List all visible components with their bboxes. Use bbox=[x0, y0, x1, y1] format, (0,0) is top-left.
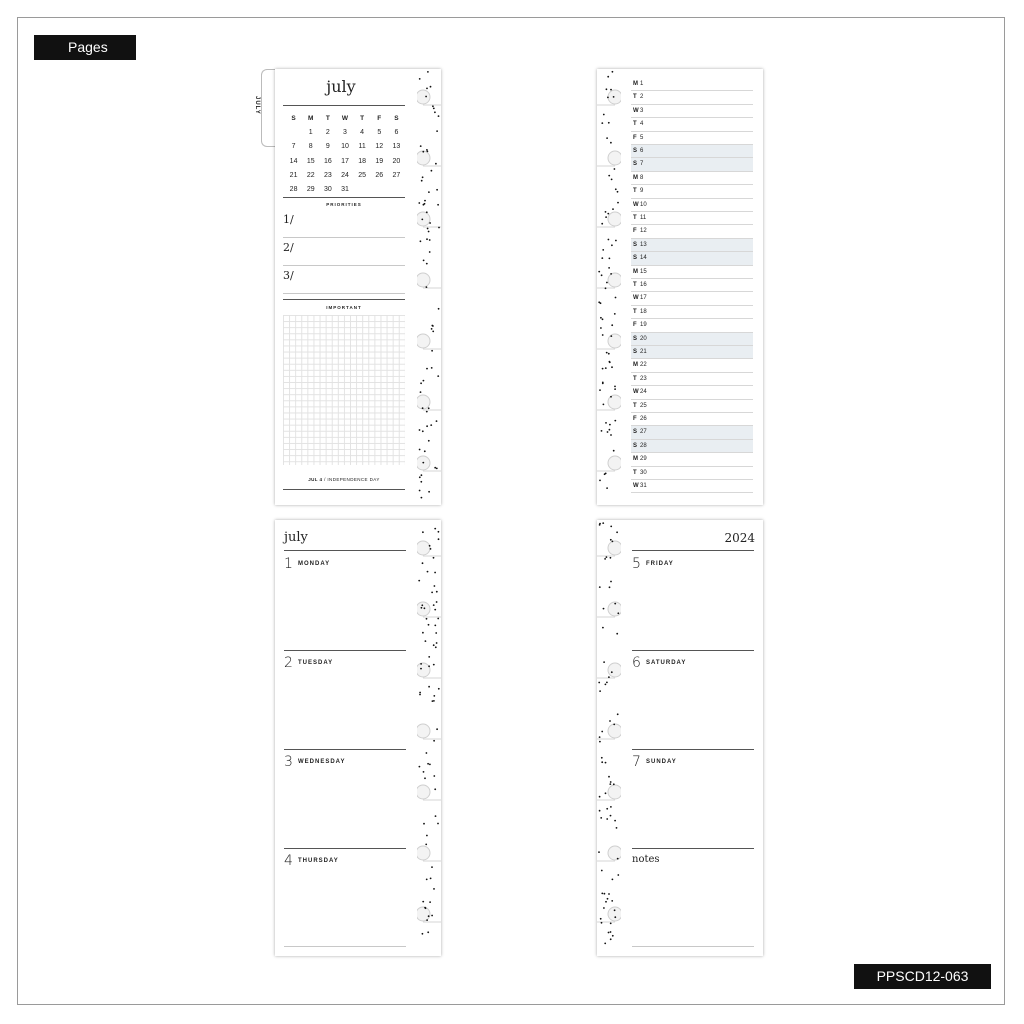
day-rule bbox=[632, 749, 754, 750]
pages-label: Pages bbox=[34, 35, 136, 60]
dot-disc-strip bbox=[597, 520, 621, 956]
day-rule bbox=[284, 848, 406, 849]
day-number: 19 bbox=[640, 322, 647, 329]
day-row bbox=[631, 453, 753, 466]
day-number: 17 bbox=[640, 295, 647, 302]
day-number: 7 bbox=[640, 161, 644, 168]
day-number: 4 bbox=[640, 121, 644, 128]
day-row bbox=[631, 467, 753, 480]
day-row bbox=[631, 252, 753, 265]
day-row bbox=[631, 359, 753, 372]
day-number: 11 bbox=[640, 215, 647, 221]
day-letter: M bbox=[633, 268, 638, 275]
day-number: 16 bbox=[640, 282, 647, 288]
day-letter: S bbox=[633, 429, 638, 436]
important-heading: IMPORTANT bbox=[326, 305, 362, 310]
title-rule bbox=[283, 105, 405, 106]
day-number: 27 bbox=[640, 429, 647, 436]
important-grid bbox=[283, 315, 405, 465]
title-rule bbox=[632, 550, 754, 551]
important-rule bbox=[283, 299, 405, 300]
day-number: 12 bbox=[640, 228, 647, 235]
day-letter: T bbox=[633, 188, 637, 195]
day-name: TUESDAY bbox=[298, 660, 334, 666]
day-number: 28 bbox=[640, 442, 647, 449]
day-number: 23 bbox=[640, 375, 647, 382]
dot-disc-strip bbox=[597, 69, 621, 505]
day-number: 2 bbox=[640, 94, 644, 101]
calendar-day: 21 bbox=[289, 171, 298, 179]
day-letter: T bbox=[633, 375, 637, 382]
calendar-day: 24 bbox=[341, 171, 349, 179]
day-number: 6 bbox=[632, 655, 641, 671]
notes-rule bbox=[632, 946, 754, 947]
day-letter: W bbox=[633, 107, 639, 114]
calendar-day bbox=[285, 125, 302, 139]
day-row bbox=[631, 105, 753, 118]
calendar-day: 6 bbox=[394, 128, 399, 136]
day-letter: F bbox=[633, 228, 637, 235]
priority-line bbox=[283, 293, 405, 294]
monthly-page bbox=[254, 69, 441, 505]
day-number: 2 bbox=[284, 655, 293, 671]
calendar-day: 31 bbox=[341, 186, 349, 194]
day-number: 6 bbox=[640, 148, 644, 154]
day-name: WEDNESDAY bbox=[298, 759, 346, 765]
day-row bbox=[631, 440, 753, 453]
day-number: 21 bbox=[640, 349, 647, 355]
day-number: 14 bbox=[640, 255, 647, 262]
day-row bbox=[631, 132, 753, 145]
bottom-rule bbox=[283, 489, 405, 490]
calendar-day: 22 bbox=[306, 171, 315, 179]
day-number: 1 bbox=[284, 556, 293, 572]
weekday-header: S bbox=[394, 114, 399, 122]
priorities-heading: PRIORITIES bbox=[326, 202, 362, 207]
day-row bbox=[631, 199, 753, 212]
day-letter: T bbox=[633, 402, 637, 409]
day-row bbox=[631, 373, 753, 386]
day-letter: S bbox=[633, 335, 638, 342]
day-row bbox=[631, 266, 753, 279]
day-row bbox=[631, 319, 753, 332]
calendar-day: 16 bbox=[323, 157, 332, 165]
weekly-right-page bbox=[597, 520, 763, 956]
calendar-week bbox=[285, 154, 405, 168]
day-row bbox=[631, 400, 753, 413]
weekday-header: F bbox=[377, 114, 382, 122]
priority-1: 1/ bbox=[283, 213, 294, 226]
calendar-day: 25 bbox=[358, 171, 367, 179]
month-tab-label: JULY bbox=[254, 96, 260, 115]
calendar-day: 4 bbox=[360, 128, 365, 136]
day-rule bbox=[284, 946, 406, 947]
calendar-day: 10 bbox=[341, 143, 349, 151]
day-row bbox=[631, 172, 753, 185]
day-letter: S bbox=[633, 241, 638, 248]
notes-label: notes bbox=[632, 854, 660, 865]
day-number: 3 bbox=[640, 107, 644, 114]
day-row bbox=[631, 118, 753, 131]
day-letter: F bbox=[633, 134, 637, 141]
calendar-day bbox=[388, 182, 405, 196]
day-row bbox=[631, 212, 753, 225]
day-row bbox=[631, 185, 753, 198]
day-letter: W bbox=[633, 483, 639, 489]
day-name: THURSDAY bbox=[298, 858, 339, 864]
calendar-day: 11 bbox=[358, 143, 366, 151]
day-number: 24 bbox=[640, 389, 647, 396]
day-letter: S bbox=[633, 349, 638, 355]
calendar-week bbox=[285, 182, 405, 196]
calendar-day: 20 bbox=[392, 157, 401, 165]
day-letter: T bbox=[633, 94, 637, 101]
day-row bbox=[631, 91, 753, 104]
day-letter: M bbox=[633, 174, 638, 181]
calendar-day: 27 bbox=[392, 171, 401, 179]
day-letter: W bbox=[633, 295, 639, 302]
weekly-left-page bbox=[275, 520, 441, 956]
day-name: MONDAY bbox=[298, 561, 331, 567]
calendar-day: 19 bbox=[375, 157, 384, 165]
weekday-header: T bbox=[325, 114, 330, 122]
day-letter: T bbox=[633, 121, 637, 128]
holiday-note bbox=[283, 477, 405, 482]
day-number: 5 bbox=[632, 556, 641, 572]
day-letter: T bbox=[633, 308, 637, 315]
daily-list-page bbox=[597, 69, 763, 505]
calendar-day: 30 bbox=[323, 186, 332, 194]
priority-line bbox=[283, 237, 405, 238]
day-number: 22 bbox=[640, 362, 647, 369]
day-row bbox=[631, 426, 753, 439]
day-number: 4 bbox=[284, 853, 293, 869]
day-letter: F bbox=[633, 322, 637, 329]
calendar-day: 9 bbox=[325, 143, 330, 151]
day-row bbox=[631, 413, 753, 426]
calendar-day: 3 bbox=[343, 128, 347, 136]
calendar-day: 18 bbox=[358, 157, 367, 165]
day-number: 18 bbox=[640, 308, 647, 315]
day-rule bbox=[284, 650, 406, 651]
day-row bbox=[631, 239, 753, 252]
calendar-day: 28 bbox=[289, 186, 298, 194]
day-letter: S bbox=[633, 442, 638, 449]
day-number: 8 bbox=[640, 174, 644, 181]
day-letter: T bbox=[633, 215, 637, 221]
day-number: 26 bbox=[640, 416, 647, 422]
day-number: 1 bbox=[640, 81, 644, 87]
calendar-day: 29 bbox=[306, 186, 315, 194]
day-number: 30 bbox=[640, 469, 647, 476]
day-number: 31 bbox=[640, 483, 647, 489]
day-letter: M bbox=[633, 81, 638, 87]
day-letter: T bbox=[633, 282, 637, 288]
product-code: PPSCD12-063 bbox=[854, 964, 991, 989]
day-row bbox=[631, 292, 753, 305]
priority-2: 2/ bbox=[283, 241, 294, 254]
calendar-week bbox=[285, 140, 405, 154]
day-rule bbox=[632, 650, 754, 651]
calendar-week bbox=[285, 125, 405, 139]
day-row bbox=[631, 480, 753, 493]
week-month-title: july bbox=[284, 530, 308, 545]
day-row bbox=[631, 78, 753, 91]
day-number: 15 bbox=[640, 268, 647, 275]
day-row bbox=[631, 225, 753, 238]
dot-disc-strip bbox=[417, 520, 441, 956]
holiday-date: JUL 4 bbox=[308, 477, 323, 482]
day-row bbox=[631, 158, 753, 171]
day-letter: W bbox=[633, 389, 639, 396]
day-letter: S bbox=[633, 255, 638, 262]
calendar-day bbox=[354, 182, 371, 196]
calendar-day: 23 bbox=[323, 171, 332, 179]
day-name: FRIDAY bbox=[646, 561, 674, 567]
weekday-header: W bbox=[341, 114, 349, 122]
year-label: 2024 bbox=[724, 531, 755, 545]
day-letter: M bbox=[633, 456, 638, 463]
day-number: 20 bbox=[640, 335, 647, 342]
calendar-day: 2 bbox=[325, 128, 330, 136]
day-row bbox=[631, 145, 753, 158]
day-row bbox=[631, 386, 753, 399]
day-number: 29 bbox=[640, 456, 647, 463]
month-title: july bbox=[326, 77, 356, 96]
calendar-day: 15 bbox=[306, 157, 315, 165]
day-letter: S bbox=[633, 148, 638, 154]
notes-top-rule bbox=[632, 848, 754, 849]
day-rule bbox=[284, 749, 406, 750]
priorities-rule bbox=[283, 197, 405, 198]
day-number: 5 bbox=[640, 134, 644, 141]
calendar-day: 12 bbox=[375, 143, 384, 151]
calendar-day bbox=[371, 182, 388, 196]
day-row bbox=[631, 346, 753, 359]
day-row bbox=[631, 333, 753, 346]
calendar-day: 17 bbox=[341, 157, 349, 165]
day-name: SUNDAY bbox=[646, 759, 677, 765]
day-number: 9 bbox=[640, 188, 644, 195]
day-number: 25 bbox=[640, 402, 647, 409]
calendar-day: 8 bbox=[308, 143, 313, 151]
month-calendar bbox=[285, 111, 405, 197]
weekday-header: M bbox=[308, 114, 314, 122]
day-letter: S bbox=[633, 161, 638, 168]
day-name: SATURDAY bbox=[646, 660, 687, 666]
day-letter: W bbox=[633, 201, 639, 208]
calendar-week bbox=[285, 168, 405, 182]
day-number: 10 bbox=[640, 201, 647, 208]
day-number: 3 bbox=[284, 754, 293, 770]
holiday-name: / INDEPENDENCE DAY bbox=[324, 477, 380, 482]
title-rule bbox=[284, 550, 406, 551]
priority-3: 3/ bbox=[283, 269, 294, 282]
day-letter: T bbox=[633, 469, 637, 476]
day-row bbox=[631, 279, 753, 292]
weekday-header: T bbox=[360, 114, 365, 122]
weekday-header: S bbox=[291, 114, 296, 122]
day-number: 13 bbox=[640, 241, 647, 248]
calendar-day: 26 bbox=[375, 171, 384, 179]
priority-line bbox=[283, 265, 405, 266]
calendar-day: 5 bbox=[377, 128, 382, 136]
calendar-day: 13 bbox=[392, 143, 401, 151]
day-number: 7 bbox=[632, 754, 641, 770]
calendar-day: 14 bbox=[289, 157, 298, 165]
day-row bbox=[631, 306, 753, 319]
calendar-day: 1 bbox=[308, 128, 313, 136]
day-letter: M bbox=[633, 362, 638, 369]
calendar-day: 7 bbox=[291, 143, 296, 151]
dot-disc-strip bbox=[417, 69, 441, 505]
day-letter: F bbox=[633, 416, 637, 422]
page-frame bbox=[17, 17, 1005, 1005]
